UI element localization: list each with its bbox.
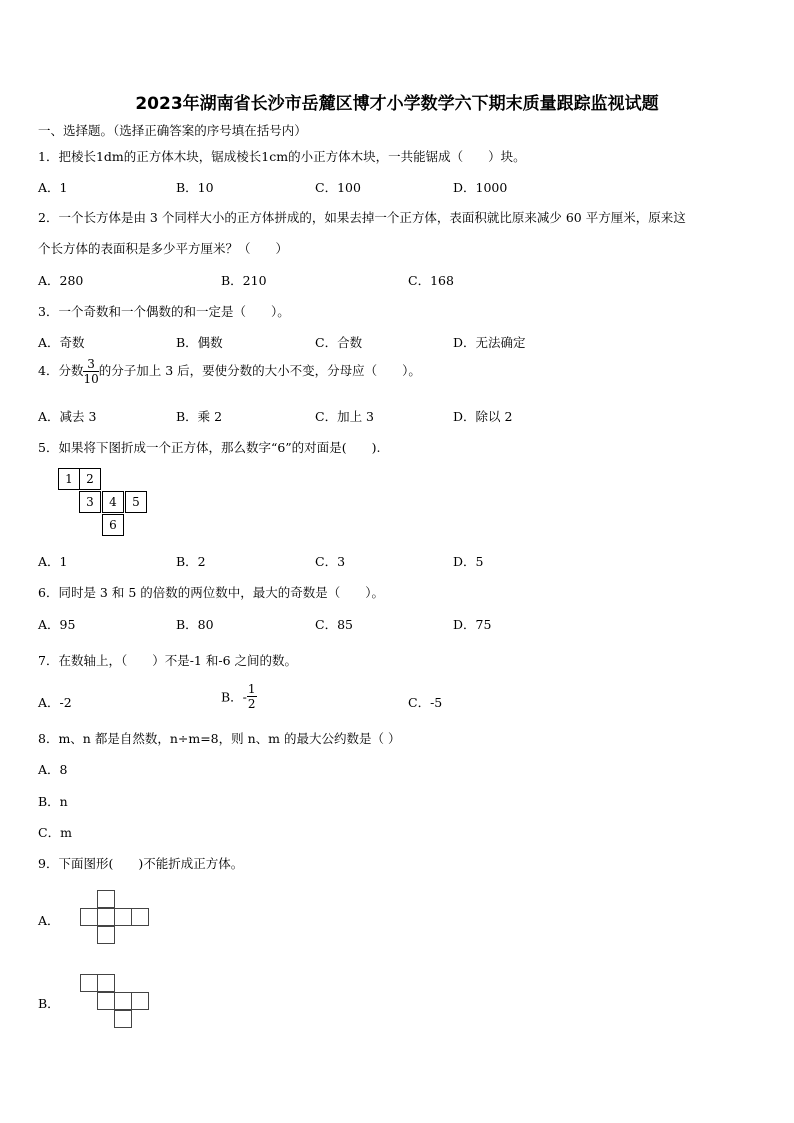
net-a-cell [97, 890, 115, 908]
q4-fraction-numerator: 3 [83, 357, 98, 372]
q4-option-d[interactable]: D．除以 2 [453, 409, 513, 424]
q1-option-c[interactable]: C．100 [315, 180, 361, 195]
question-5: 5．如果将下图折成一个正方体，那么数字“6”的对面是( ). [38, 440, 381, 455]
net-a-cell [97, 926, 115, 944]
net-cell-5: 5 [125, 491, 147, 513]
q1-option-b[interactable]: B．10 [176, 180, 214, 195]
question-7: 7．在数轴上，（ ）不是-1 和-6 之间的数。 [38, 653, 298, 668]
net-b-cell [97, 974, 115, 992]
q4-fraction-denominator: 10 [83, 372, 99, 386]
q7-option-a[interactable]: A．-2 [38, 695, 72, 710]
q7-option-b[interactable] [221, 682, 257, 711]
q7-fraction-denominator: 2 [247, 697, 256, 711]
q3-option-b[interactable]: B．偶数 [176, 335, 223, 350]
q4-option-a[interactable]: A．减去 3 [38, 409, 97, 424]
q8-option-a[interactable]: A．8 [38, 762, 68, 777]
question-8: 8．m、n 都是自然数，n÷m=8，则 n、m 的最大公约数是（ ） [38, 731, 401, 746]
q1-option-a[interactable]: A．1 [38, 180, 68, 195]
q7-option-b-label: B．- [221, 689, 247, 705]
q5-option-b[interactable]: B．2 [176, 554, 206, 569]
net-b-cell [97, 992, 115, 1010]
net-b-cell [114, 1010, 132, 1028]
q4-text-before: 4．分数 [38, 363, 84, 378]
question-6: 6．同时是 3 和 5 的倍数的两位数中，最大的奇数是（ ）。 [38, 585, 385, 600]
q3-option-c[interactable]: C．合数 [315, 335, 363, 350]
question-1: 1．把棱长1dm的正方体木块，锯成棱长1cm的小正方体木块，一共能锯成（ ）块。 [38, 149, 526, 164]
q3-option-d[interactable]: D．无法确定 [453, 335, 526, 350]
q4-fraction [83, 357, 98, 386]
q2-option-b[interactable]: B．210 [221, 273, 267, 288]
question-3: 3．一个奇数和一个偶数的和一定是（ ）。 [38, 304, 290, 319]
q6-option-d[interactable]: D．75 [453, 617, 492, 632]
net-b-cell [114, 992, 132, 1010]
q6-option-a[interactable]: A．95 [38, 617, 76, 632]
net-cell-1: 1 [58, 468, 80, 490]
net-b-cell [80, 974, 98, 992]
q6-option-c[interactable]: C．85 [315, 617, 353, 632]
q4-option-c[interactable]: C．加上 3 [315, 409, 374, 424]
net-a-cell [114, 908, 132, 926]
q5-option-a[interactable]: A．1 [38, 554, 68, 569]
q2-option-a[interactable]: A．280 [38, 273, 84, 288]
page-title: 2023年湖南省长沙市岳麓区博才小学数学六下期末质量跟踪监视试题 [135, 94, 659, 114]
q8-option-b[interactable]: B．n [38, 794, 68, 809]
q2-option-c[interactable]: C．168 [408, 273, 454, 288]
net-cell-6: 6 [102, 514, 124, 536]
net-a-cell [97, 908, 115, 926]
q5-option-d[interactable]: D．5 [453, 554, 484, 569]
net-a-cell [131, 908, 149, 926]
net-cell-3: 3 [79, 491, 101, 513]
q4-text-after: 的分子加上 3 后，要使分数的大小不变，分母应（ ）。 [98, 363, 421, 378]
section-heading: 一、选择题。（选择正确答案的序号填在括号内） [38, 123, 307, 138]
q7-option-b-fraction [247, 682, 257, 711]
q3-option-a[interactable]: A．奇数 [38, 335, 85, 350]
q8-option-c[interactable]: C．m [38, 825, 72, 840]
q9-option-a[interactable]: A． [38, 913, 60, 928]
q1-option-d[interactable]: D．1000 [453, 180, 508, 195]
q9-option-b[interactable]: B． [38, 996, 60, 1011]
question-4 [38, 357, 421, 386]
q7-option-c[interactable]: C．-5 [408, 695, 443, 710]
question-2-line1: 2．一个长方体是由 3 个同样大小的正方体拼成的，如果去掉一个正方体，表面积就比原来减少 60 平方厘米，原来这 [38, 210, 686, 225]
question-9: 9．下面图形( )不能折成正方体。 [38, 856, 244, 871]
net-a-cell [80, 908, 98, 926]
net-b-cell [131, 992, 149, 1010]
q4-option-b[interactable]: B．乘 2 [176, 409, 223, 424]
q5-option-c[interactable]: C．3 [315, 554, 346, 569]
question-2-line2: 个长方体的表面积是多少平方厘米？（ ） [38, 241, 289, 256]
q6-option-b[interactable]: B．80 [176, 617, 214, 632]
net-cell-2: 2 [79, 468, 101, 490]
net-cell-4: 4 [102, 491, 124, 513]
q7-fraction-numerator: 1 [247, 682, 256, 696]
